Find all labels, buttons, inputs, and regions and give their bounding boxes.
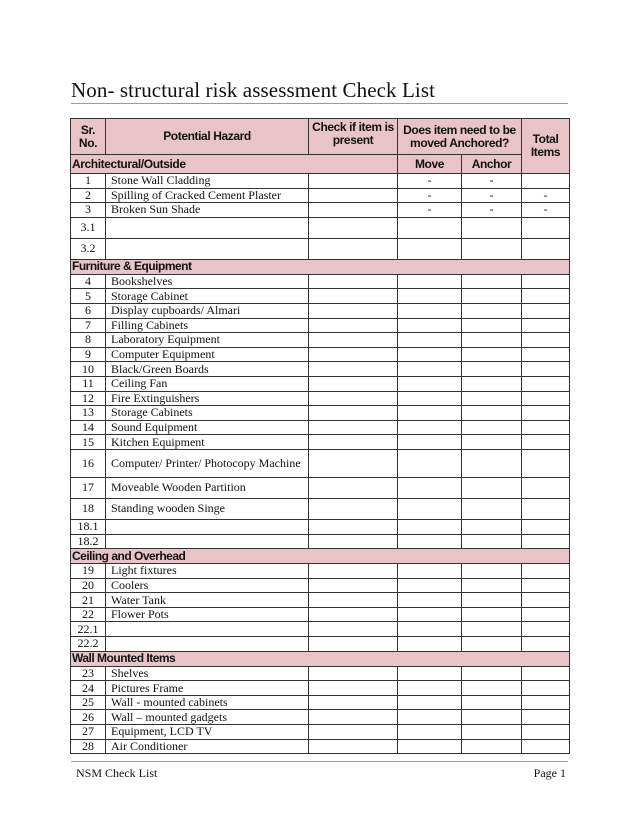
total-items-cell	[522, 303, 570, 318]
header-potential-hazard: Potential Hazard	[106, 119, 309, 155]
total-items-cell	[522, 710, 570, 725]
sr-number-cell: 11	[71, 376, 106, 391]
anchor-cell	[462, 362, 522, 377]
table-row	[71, 333, 570, 348]
check-present-cell[interactable]	[309, 238, 398, 259]
sr-number-cell: 24	[71, 681, 106, 696]
anchor-cell	[462, 695, 522, 710]
sr-number-cell: 1	[71, 174, 106, 189]
sr-number-cell: 8	[71, 333, 106, 348]
anchor-cell: -	[462, 174, 522, 189]
check-present-cell[interactable]	[309, 578, 398, 593]
hazard-cell: Stone Wall Cladding	[106, 174, 309, 189]
check-present-cell[interactable]	[309, 406, 398, 421]
anchor-cell	[462, 217, 522, 238]
hazard-cell: Computer/ Printer/ Photocopy Machine	[106, 449, 309, 477]
table-row	[71, 238, 570, 259]
section-title: Wall Mounted Items	[71, 651, 570, 666]
anchor-cell	[462, 376, 522, 391]
anchor-cell	[462, 666, 522, 681]
table-row	[71, 519, 570, 534]
table-row	[71, 449, 570, 477]
move-cell	[398, 498, 462, 519]
table-row	[71, 498, 570, 519]
total-items-cell	[522, 498, 570, 519]
move-cell	[398, 238, 462, 259]
check-present-cell[interactable]	[309, 725, 398, 740]
move-cell	[398, 289, 462, 304]
check-present-cell[interactable]	[309, 362, 398, 377]
total-items-cell	[522, 274, 570, 289]
check-present-cell[interactable]	[309, 666, 398, 681]
hazard-cell: Laboratory Equipment	[106, 333, 309, 348]
table-row	[71, 217, 570, 238]
check-present-cell[interactable]	[309, 637, 398, 652]
total-items-cell	[522, 217, 570, 238]
move-cell	[398, 607, 462, 622]
move-cell	[398, 303, 462, 318]
sr-number-cell: 18	[71, 498, 106, 519]
total-items-cell	[522, 238, 570, 259]
check-present-cell[interactable]	[309, 449, 398, 477]
hazard-cell: Shelves	[106, 666, 309, 681]
table-row	[71, 477, 570, 498]
sr-number-cell: 2	[71, 188, 106, 203]
check-present-cell[interactable]	[309, 498, 398, 519]
hazard-cell: Bookshelves	[106, 274, 309, 289]
move-cell	[398, 564, 462, 579]
move-cell	[398, 391, 462, 406]
anchor-cell	[462, 391, 522, 406]
hazard-cell: Sound Equipment	[106, 420, 309, 435]
sr-number-cell: 18.1	[71, 519, 106, 534]
total-items-cell	[522, 449, 570, 477]
total-items-cell	[522, 637, 570, 652]
table-row	[71, 174, 570, 189]
hazard-cell	[106, 622, 309, 637]
sr-number-cell: 16	[71, 449, 106, 477]
table-row	[71, 391, 570, 406]
move-cell	[398, 217, 462, 238]
move-cell	[398, 725, 462, 740]
table-row	[71, 347, 570, 362]
anchor-cell	[462, 593, 522, 608]
total-items-cell	[522, 376, 570, 391]
total-items-cell	[522, 519, 570, 534]
anchor-cell	[462, 607, 522, 622]
hazard-cell	[106, 519, 309, 534]
sr-number-cell: 3.1	[71, 217, 106, 238]
hazard-cell: Storage Cabinets	[106, 406, 309, 421]
header-anchored: Does item need to be moved Anchored?	[398, 119, 522, 155]
anchor-cell	[462, 274, 522, 289]
sr-number-cell: 3.2	[71, 238, 106, 259]
anchor-cell	[462, 710, 522, 725]
table-row	[71, 593, 570, 608]
sr-number-cell: 17	[71, 477, 106, 498]
hazard-cell	[106, 217, 309, 238]
total-items-cell	[522, 347, 570, 362]
move-cell	[398, 333, 462, 348]
check-present-cell[interactable]	[309, 534, 398, 549]
total-items-cell	[522, 333, 570, 348]
move-cell	[398, 593, 462, 608]
move-cell	[398, 362, 462, 377]
hazard-cell: Ceiling Fan	[106, 376, 309, 391]
total-items-cell	[522, 391, 570, 406]
table-row	[71, 578, 570, 593]
total-items-cell	[522, 534, 570, 549]
check-present-cell[interactable]	[309, 607, 398, 622]
move-cell	[398, 274, 462, 289]
header-sr-no: Sr. No.	[71, 119, 106, 155]
check-present-cell[interactable]	[309, 391, 398, 406]
footer-doc-name: NSM Check List	[76, 766, 158, 780]
hazard-cell	[106, 238, 309, 259]
check-present-cell[interactable]	[309, 710, 398, 725]
anchor-cell	[462, 449, 522, 477]
table-row	[71, 289, 570, 304]
check-present-cell[interactable]	[309, 289, 398, 304]
check-present-cell[interactable]	[309, 274, 398, 289]
sr-number-cell: 25	[71, 695, 106, 710]
hazard-cell	[106, 534, 309, 549]
sr-number-cell: 14	[71, 420, 106, 435]
total-items-cell	[522, 739, 570, 754]
section-title: Ceiling and Overhead	[71, 549, 570, 564]
table-row	[71, 534, 570, 549]
sr-number-cell: 6	[71, 303, 106, 318]
check-present-cell[interactable]	[309, 593, 398, 608]
table-row	[71, 318, 570, 333]
total-items-cell	[522, 362, 570, 377]
sr-number-cell: 10	[71, 362, 106, 377]
check-present-cell[interactable]	[309, 739, 398, 754]
hazard-cell	[106, 637, 309, 652]
section-title: Architectural/Outside	[71, 155, 398, 174]
sr-number-cell: 19	[71, 564, 106, 579]
table-row	[71, 666, 570, 681]
table-row	[71, 564, 570, 579]
hazard-cell: Filling Cabinets	[106, 318, 309, 333]
move-cell	[398, 406, 462, 421]
move-cell	[398, 710, 462, 725]
sr-number-cell: 28	[71, 739, 106, 754]
hazard-cell: Wall - mounted cabinets	[106, 695, 309, 710]
total-items-cell	[522, 681, 570, 696]
anchor-cell	[462, 637, 522, 652]
table-row	[71, 710, 570, 725]
anchor-cell	[462, 739, 522, 754]
anchor-cell	[462, 519, 522, 534]
anchor-cell	[462, 622, 522, 637]
move-cell	[398, 622, 462, 637]
table-row	[71, 739, 570, 754]
move-cell	[398, 347, 462, 362]
hazard-cell: Computer Equipment	[106, 347, 309, 362]
total-items-cell	[522, 406, 570, 421]
hazard-cell: Standing wooden Singe	[106, 498, 309, 519]
move-cell	[398, 420, 462, 435]
move-cell	[398, 477, 462, 498]
hazard-cell: Moveable Wooden Partition	[106, 477, 309, 498]
hazard-cell: Storage Cabinet	[106, 289, 309, 304]
sr-number-cell: 12	[71, 391, 106, 406]
section-header-row	[71, 259, 570, 274]
anchor-cell	[462, 238, 522, 259]
table-row	[71, 203, 570, 218]
total-items-cell	[522, 477, 570, 498]
table-row	[71, 362, 570, 377]
sr-number-cell: 9	[71, 347, 106, 362]
move-cell	[398, 637, 462, 652]
check-present-cell[interactable]	[309, 622, 398, 637]
total-items-cell	[522, 666, 570, 681]
move-cell	[398, 666, 462, 681]
move-cell: -	[398, 174, 462, 189]
sr-number-cell: 5	[71, 289, 106, 304]
anchor-cell: -	[462, 203, 522, 218]
total-items-cell: -	[522, 203, 570, 218]
hazard-cell: Fire Extinguishers	[106, 391, 309, 406]
hazard-cell: Pictures Frame	[106, 681, 309, 696]
hazard-cell: Kitchen Equipment	[106, 435, 309, 450]
total-items-cell: -	[522, 188, 570, 203]
table-row	[71, 406, 570, 421]
risk-checklist-table	[70, 118, 570, 754]
sr-number-cell: 15	[71, 435, 106, 450]
table-row	[71, 622, 570, 637]
hazard-cell: Light fixtures	[106, 564, 309, 579]
sr-number-cell: 23	[71, 666, 106, 681]
sr-number-cell: 20	[71, 578, 106, 593]
check-present-cell[interactable]	[309, 347, 398, 362]
footer-page-number: Page 1	[533, 766, 566, 780]
sr-number-cell: 22	[71, 607, 106, 622]
hazard-cell: Broken Sun Shade	[106, 203, 309, 218]
hazard-cell: Equipment, LCD TV	[106, 725, 309, 740]
total-items-cell	[522, 174, 570, 189]
sr-number-cell: 26	[71, 710, 106, 725]
table-row	[71, 188, 570, 203]
sr-number-cell: 3	[71, 203, 106, 218]
sr-number-cell: 22.2	[71, 637, 106, 652]
table-row	[71, 681, 570, 696]
anchor-cell	[462, 578, 522, 593]
check-present-cell[interactable]	[309, 217, 398, 238]
move-cell	[398, 519, 462, 534]
check-present-cell[interactable]	[309, 318, 398, 333]
table-row	[71, 637, 570, 652]
hazard-cell: Air Conditioner	[106, 739, 309, 754]
header-anchor: Anchor	[462, 155, 522, 174]
total-items-cell	[522, 564, 570, 579]
table-row	[71, 274, 570, 289]
hazard-cell: Water Tank	[106, 593, 309, 608]
move-cell	[398, 376, 462, 391]
anchor-cell	[462, 681, 522, 696]
header-move: Move	[398, 155, 462, 174]
check-present-cell[interactable]	[309, 174, 398, 189]
total-items-cell	[522, 607, 570, 622]
hazard-cell: Spilling of Cracked Cement Plaster	[106, 188, 309, 203]
anchor-cell	[462, 564, 522, 579]
check-present-cell[interactable]	[309, 420, 398, 435]
total-items-cell	[522, 420, 570, 435]
check-present-cell[interactable]	[309, 681, 398, 696]
sr-number-cell: 7	[71, 318, 106, 333]
move-cell	[398, 435, 462, 450]
total-items-cell	[522, 695, 570, 710]
hazard-cell: Flower Pots	[106, 607, 309, 622]
anchor-cell	[462, 498, 522, 519]
table-row	[71, 695, 570, 710]
total-items-cell	[522, 725, 570, 740]
check-present-cell[interactable]	[309, 477, 398, 498]
anchor-cell	[462, 420, 522, 435]
total-items-cell	[522, 578, 570, 593]
document-title: Non- structural risk assessment Check List	[71, 78, 436, 102]
anchor-cell	[462, 289, 522, 304]
sr-number-cell: 21	[71, 593, 106, 608]
footer-divider	[71, 761, 568, 762]
sr-number-cell: 4	[71, 274, 106, 289]
hazard-cell: Coolers	[106, 578, 309, 593]
check-present-cell[interactable]	[309, 203, 398, 218]
sr-number-cell: 13	[71, 406, 106, 421]
total-items-cell	[522, 435, 570, 450]
move-cell	[398, 695, 462, 710]
move-cell: -	[398, 203, 462, 218]
move-cell	[398, 449, 462, 477]
move-cell: -	[398, 188, 462, 203]
total-items-cell	[522, 622, 570, 637]
check-present-cell[interactable]	[309, 376, 398, 391]
check-present-cell[interactable]	[309, 695, 398, 710]
check-present-cell[interactable]	[309, 303, 398, 318]
anchor-cell	[462, 435, 522, 450]
anchor-cell: -	[462, 188, 522, 203]
anchor-cell	[462, 333, 522, 348]
check-present-cell[interactable]	[309, 564, 398, 579]
sr-number-cell: 18.2	[71, 534, 106, 549]
table-row	[71, 420, 570, 435]
anchor-cell	[462, 534, 522, 549]
sr-number-cell: 22.1	[71, 622, 106, 637]
table-row	[71, 607, 570, 622]
move-cell	[398, 578, 462, 593]
title-divider	[71, 103, 568, 104]
anchor-cell	[462, 406, 522, 421]
section-header-row	[71, 651, 570, 666]
check-present-cell[interactable]	[309, 188, 398, 203]
move-cell	[398, 739, 462, 754]
total-items-cell	[522, 318, 570, 333]
move-cell	[398, 534, 462, 549]
section-header-row	[71, 549, 570, 564]
section-title: Furniture & Equipment	[71, 259, 570, 274]
table-row	[71, 435, 570, 450]
anchor-cell	[462, 725, 522, 740]
move-cell	[398, 318, 462, 333]
anchor-cell	[462, 477, 522, 498]
check-present-cell[interactable]	[309, 333, 398, 348]
anchor-cell	[462, 318, 522, 333]
table-row	[71, 303, 570, 318]
total-items-cell	[522, 593, 570, 608]
header-check-present: Check if item is present	[309, 119, 398, 155]
header-total-items: Total Items	[522, 119, 570, 174]
table-row	[71, 376, 570, 391]
hazard-cell: Wall – mounted gadgets	[106, 710, 309, 725]
check-present-cell[interactable]	[309, 519, 398, 534]
hazard-cell: Display cupboards/ Almari	[106, 303, 309, 318]
anchor-cell	[462, 347, 522, 362]
anchor-cell	[462, 303, 522, 318]
table-row	[71, 725, 570, 740]
hazard-cell: Black/Green Boards	[106, 362, 309, 377]
check-present-cell[interactable]	[309, 435, 398, 450]
sr-number-cell: 27	[71, 725, 106, 740]
move-cell	[398, 681, 462, 696]
total-items-cell	[522, 289, 570, 304]
